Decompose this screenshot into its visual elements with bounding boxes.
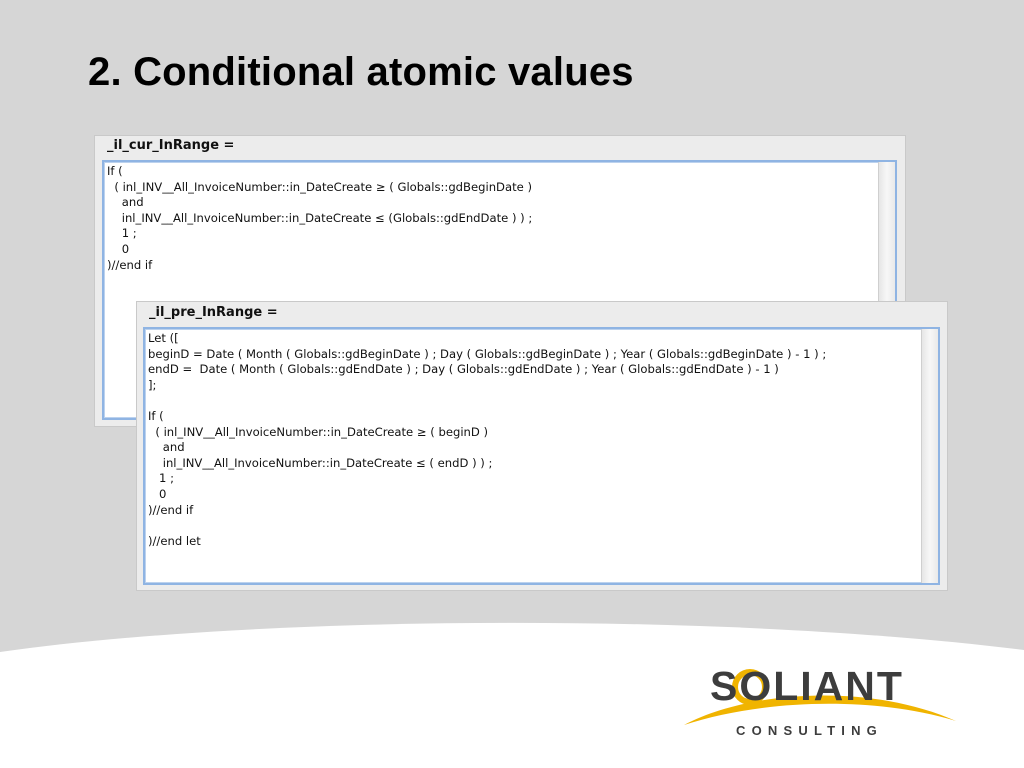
vertical-scrollbar[interactable] bbox=[921, 329, 938, 583]
calculation-name-label: _il_cur_InRange = bbox=[107, 138, 235, 153]
calculation-panel-pre-inrange bbox=[137, 302, 947, 590]
logo-wordmark: SOLIANT bbox=[710, 663, 904, 709]
calculation-code: If ( ( inl_INV__All_InvoiceNumber::in_DateCreate ≥ ( Globals::gdBeginDate ) and inl_INV__All_InvoiceNumber::in_DateCreate ≤ (Globals::gdEndDate ) ) ; 1 ; 0 )//end if bbox=[107, 164, 533, 272]
calculation-editor[interactable] bbox=[143, 327, 940, 585]
logo-subtitle: CONSULTING bbox=[736, 723, 883, 738]
soliant-consulting-logo bbox=[680, 655, 970, 745]
slide-title: 2. Conditional atomic values bbox=[88, 50, 634, 94]
calculation-name-label: _il_pre_InRange = bbox=[149, 305, 278, 320]
calculation-code: Let ([ beginD = Date ( Month ( Globals::gdBeginDate ) ; Day ( Globals::gdBeginDate ) ; Year ( Globals::gdBeginDate ) - 1 ) ; endD = Date ( Month ( Globals::gdEndDate ) ; Day ( Globals::gdEndDate ) ; Year ( Globals::gdEndDate ) - 1 ) ]; If ( ( inl_INV__All_InvoiceNumber::in_DateCreate ≥ ( beginD ) and inl_INV__All_InvoiceNumber::in_DateCreate ≤ ( endD ) ) ; 1 ; 0 )//end if )//end let bbox=[148, 331, 827, 548]
